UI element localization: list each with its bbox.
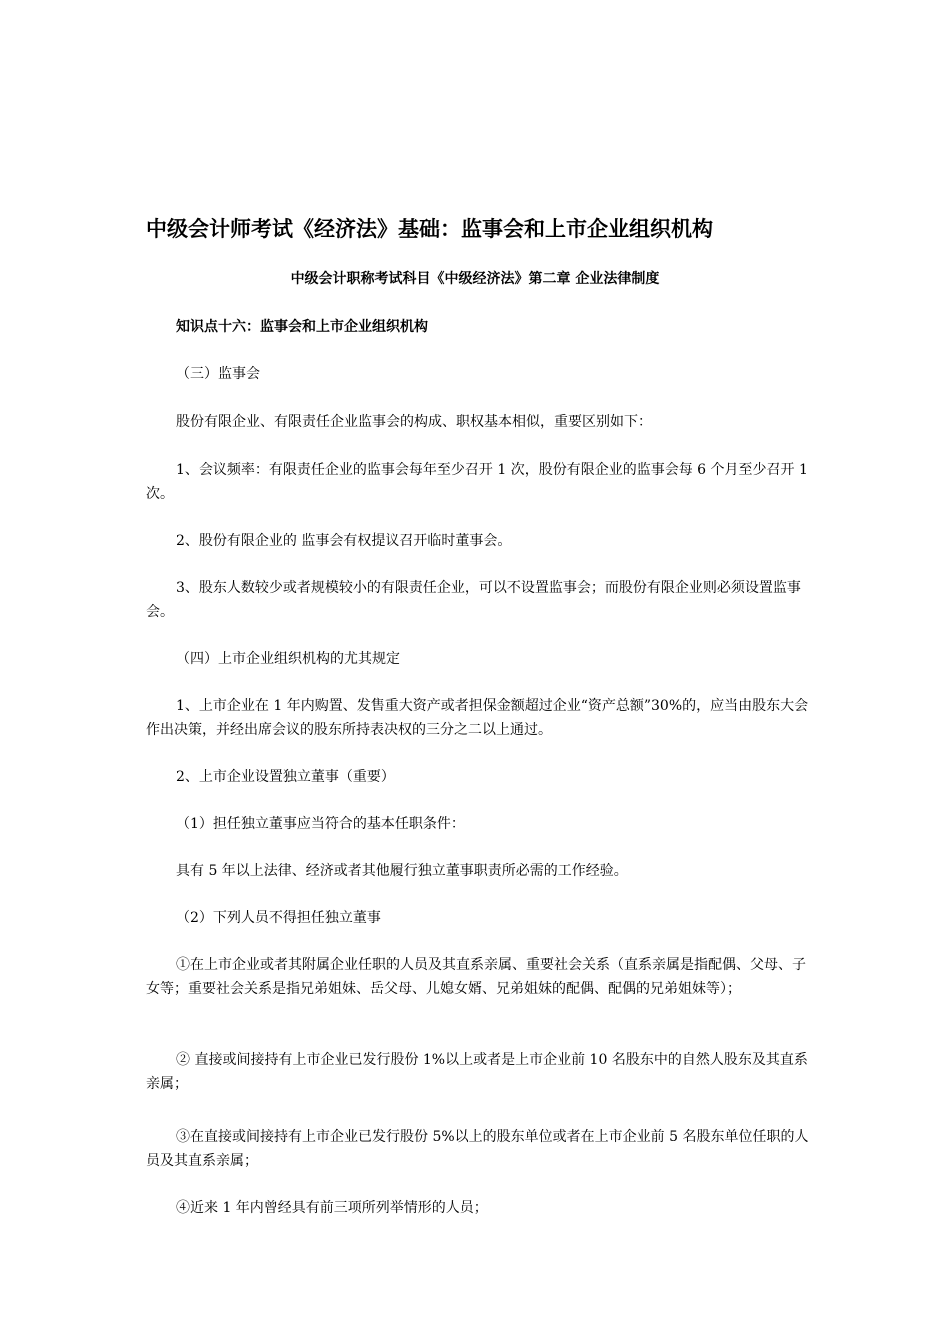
paragraph: 1、会议频率：有限责任企业的监事会每年至少召开 1 次，股份有限企业的监事会每 6 个月至少召开 1 次。 bbox=[146, 462, 808, 502]
paragraph: （2）下列人员不得担任独立董事 bbox=[176, 910, 381, 926]
paragraph: 股份有限企业、有限责任企业监事会的构成、职权基本相似，重要区别如下： bbox=[176, 414, 652, 430]
knowledge-point-heading: 知识点十六：监事会和上市企业组织机构 bbox=[176, 319, 428, 335]
list-item: ①在上市企业或者其附属企业任职的人员及其直系亲属、重要社会关系（直系亲属是指配偶、父母、子女等；重要社会关系是指兄弟姐妹、岳父母、儿媳女婿、兄弟姐妹的配偶、配偶的兄弟姐妹等）； bbox=[146, 957, 806, 997]
document-subtitle: 中级会计职称考试科目《中级经济法》第二章 企业法律制度 bbox=[290, 271, 660, 287]
paragraph: 3、股东人数较少或者规模较小的有限责任企业，可以不设置监事会；而股份有限企业则必须设置监事会。 bbox=[146, 580, 801, 620]
paragraph: （1）担任独立董事应当符合的基本任职条件： bbox=[176, 816, 465, 832]
paragraph: 具有 5 年以上法律、经济或者其他履行独立董事职责所必需的工作经验。 bbox=[176, 863, 628, 879]
list-item: ② 直接或间接持有上市企业已发行股份 1%以上或者是上市企业前 10 名股东中的自然人股东及其直系亲属； bbox=[146, 1052, 808, 1092]
paragraph: 1、上市企业在 1 年内购置、发售重大资产或者担保金额超过企业“资产总额”30%的，应当由股东大会作出决策，并经出席会议的股东所持表决权的三分之二以上通过。 bbox=[146, 698, 809, 738]
document-title: 中级会计师考试《经济法》基础：监事会和上市企业组织机构 bbox=[146, 217, 713, 241]
list-item: ③在直接或间接持有上市企业已发行股份 5%以上的股东单位或者在上市企业前 5 名股东单位任职的人员及其直系亲属； bbox=[146, 1129, 809, 1169]
section-heading-supervisory-board: （三）监事会 bbox=[176, 366, 260, 382]
list-item: ④近来 1 年内曾经具有前三项所列举情形的人员； bbox=[176, 1200, 488, 1216]
paragraph: 2、股份有限企业的 监事会有权提议召开临时董事会。 bbox=[176, 533, 512, 549]
paragraph: 2、上市企业设置独立董事（重要） bbox=[176, 769, 395, 785]
section-heading-listed-company: （四）上市企业组织机构的尤其规定 bbox=[176, 651, 400, 667]
